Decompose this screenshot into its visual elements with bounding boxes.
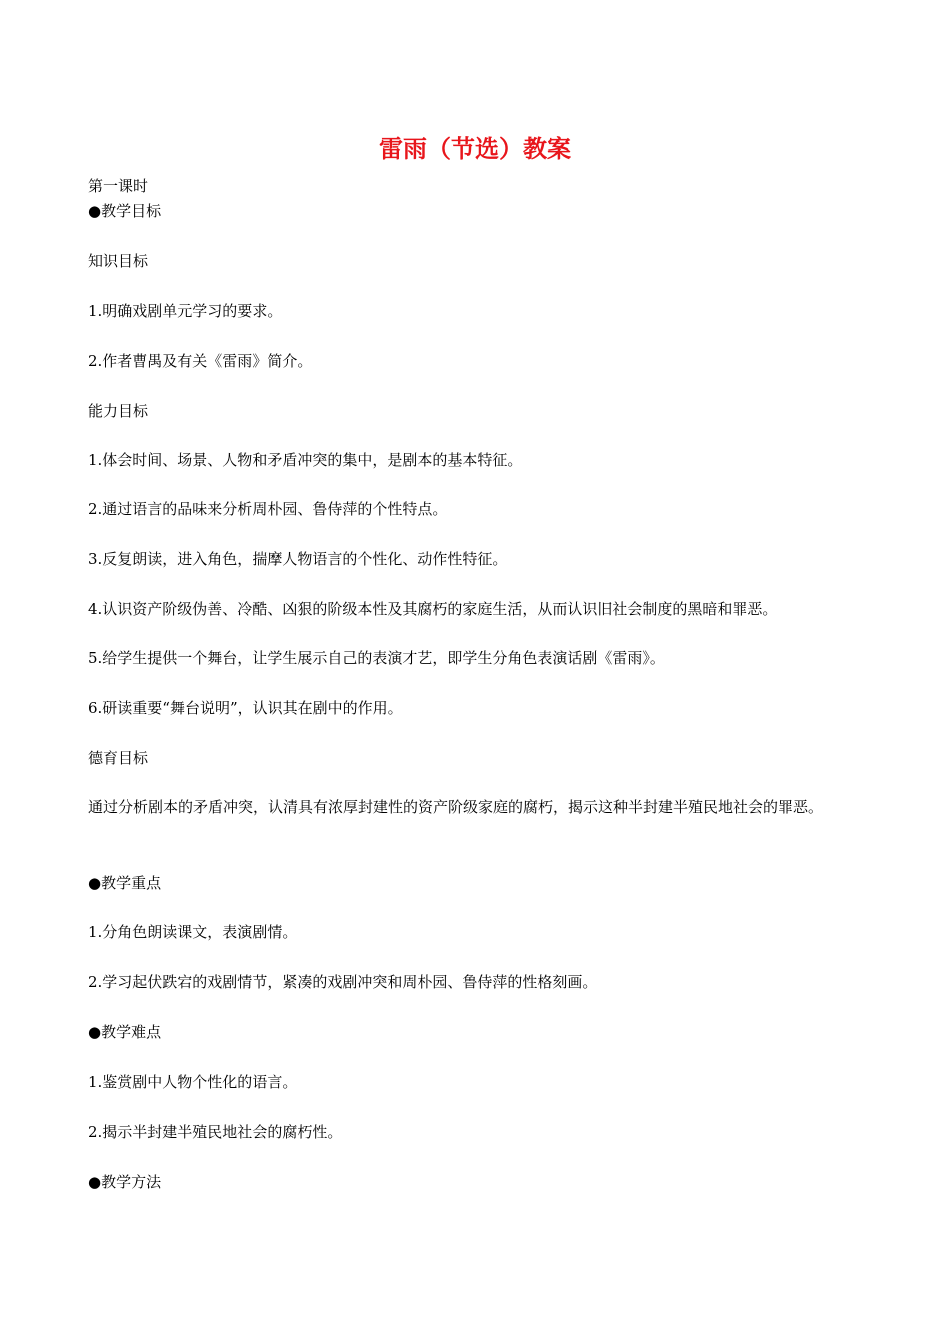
document-title: 雷雨（节选）教案 xyxy=(379,134,571,163)
lesson-period: 第一课时 xyxy=(88,177,149,195)
ability-goal-4: 4.认识资产阶级伪善、冷酷、凶狠的阶级本性及其腐朽的家庭生活，从而认识旧社会制度的黑暗和罪恶。 xyxy=(88,600,778,618)
focus-item-2: 2.学习起伏跌宕的戏剧情节，紧凑的戏剧冲突和周朴园、鲁侍萍的性格刻画。 xyxy=(88,973,598,991)
moral-goal-text: 通过分析剧本的矛盾冲突，认清具有浓厚封建性的资产阶级家庭的腐朽，揭示这种半封建半殖民地社会的罪恶。 xyxy=(88,798,824,816)
ability-goal-2: 2.通过语言的品味来分析周朴园、鲁侍萍的个性特点。 xyxy=(88,500,448,518)
difficulty-item-1: 1.鉴赏剧中人物个性化的语言。 xyxy=(88,1073,298,1091)
ability-goal-5: 5.给学生提供一个舞台，让学生展示自己的表演才艺，即学生分角色表演话剧《雷雨》。 xyxy=(88,649,665,667)
section-teaching-difficulties: ●教学难点 xyxy=(88,1023,162,1041)
ability-goal-1: 1.体会时间、场景、人物和矛盾冲突的集中，是剧本的基本特征。 xyxy=(88,451,523,469)
ability-goal-3: 3.反复朗读，进入角色，揣摩人物语言的个性化、动作性特征。 xyxy=(88,550,508,568)
section-teaching-focus: ●教学重点 xyxy=(88,874,162,892)
knowledge-goal-2: 2.作者曹禺及有关《雷雨》简介。 xyxy=(88,352,313,370)
focus-item-1: 1.分角色朗读课文，表演剧情。 xyxy=(88,923,298,941)
section-teaching-methods: ●教学方法 xyxy=(88,1173,162,1191)
ability-goal-6: 6.研读重要“舞台说明”，认识其在剧中的作用。 xyxy=(88,699,403,717)
knowledge-goal-1: 1.明确戏剧单元学习的要求。 xyxy=(88,302,283,320)
subsection-ability-goals: 能力目标 xyxy=(88,402,149,420)
subsection-knowledge-goals: 知识目标 xyxy=(88,252,149,270)
difficulty-item-2: 2.揭示半封建半殖民地社会的腐朽性。 xyxy=(88,1123,343,1141)
subsection-moral-goals: 德育目标 xyxy=(88,749,149,767)
section-teaching-goals: ●教学目标 xyxy=(88,202,162,220)
